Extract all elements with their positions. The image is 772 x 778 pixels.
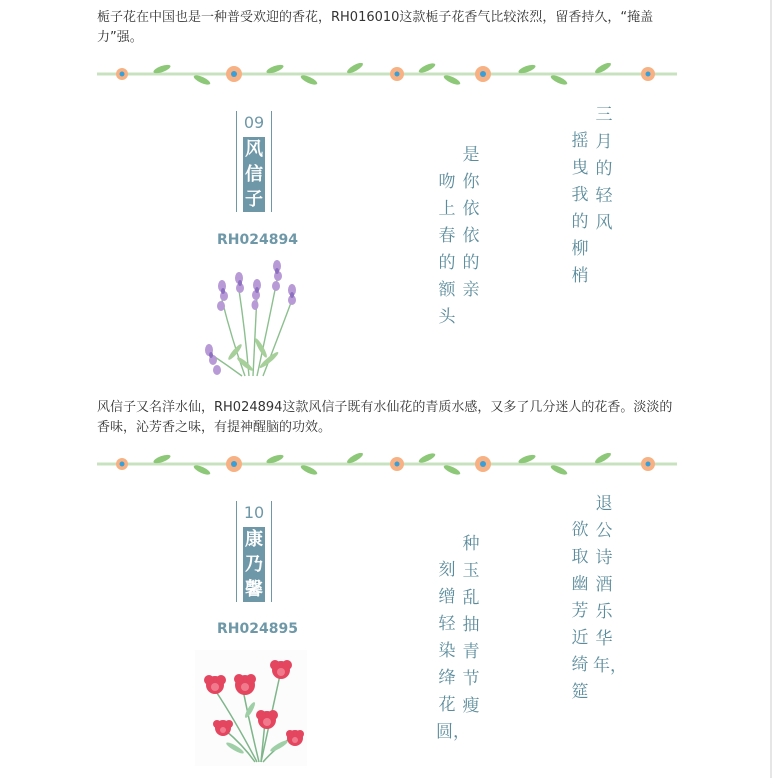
poem-line-3: 是你依依的亲 — [462, 145, 480, 300]
product-code: RH024894 — [217, 232, 298, 248]
item-number: 10 — [243, 503, 265, 522]
intro-paragraph: 栀子花在中国也是一种普受欢迎的香花，RH016010这款栀子花香气比较浓烈，留香持久，“掩盖力”强。 — [97, 10, 654, 45]
product-code: RH024895 — [217, 621, 298, 637]
poem-line-3: 种玉乱抽青节瘦 — [462, 534, 480, 716]
flower-vine-divider — [97, 63, 677, 85]
poem-line-2: 摇曳我的柳梢 — [571, 131, 589, 286]
flower-name: 康乃馨 — [245, 529, 263, 600]
item-badge-10 — [236, 501, 272, 602]
lavender-illustration — [197, 260, 309, 378]
item-number: 09 — [243, 113, 265, 132]
item-badge-09 — [236, 111, 272, 212]
poem-line-4: 吻上春的额头 — [438, 172, 456, 327]
poem-line-2: 欲取幽芳近绮筵 — [571, 520, 589, 702]
flower-vine-divider — [97, 453, 677, 475]
poem-line-1: 退公诗酒乐华年， — [593, 494, 627, 676]
carnation-illustration — [195, 650, 307, 766]
poem-line-1: 三月的轻风 — [595, 105, 613, 233]
poem-line-4: 刻缯轻染绛花圆， — [436, 560, 470, 742]
flower-name: 风信子 — [245, 139, 263, 210]
hyacinth-description: 风信子又名洋水仙，RH024894这款风信子既有水仙花的青质水感，又多了几分迷人的花香。淡淡的香味，沁芳香之味，有提神醒脑的功效。 — [97, 400, 673, 435]
